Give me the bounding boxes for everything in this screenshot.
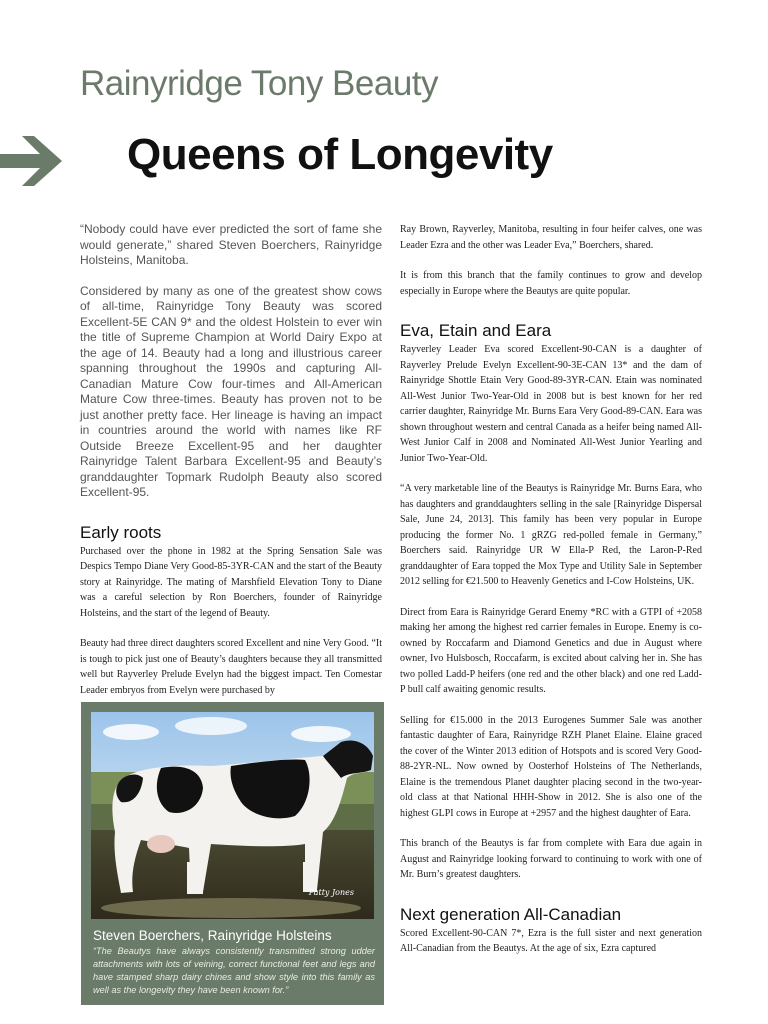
section-heading-early-roots: Early roots xyxy=(80,522,162,542)
section-heading-eva-etain-eara: Eva, Etain and Eara xyxy=(400,321,552,340)
body-paragraph: It is from this branch that the family continues to grow and develop especially in Europe where the Beautys are quite popular. xyxy=(400,270,702,297)
right-column xyxy=(400,222,702,972)
body-paragraph: This branch of the Beautys is far from complete with Eara due again in August and Rainyridge looking forward to continuing to work with one of Mr. Burn’s greatest daughters. xyxy=(400,838,702,880)
caption-quote: “The Beautys have always consistently transmitted strong udder attachments with lots of veining, correct functional feet and legs and have stamped sharp dairy chines and show style into this family as well as the longevity they have been known for.” xyxy=(93,946,375,995)
cow-photo xyxy=(91,712,374,919)
body-paragraph: Selling for €15.000 in the 2013 Eurogenes Summer Sale was another fantastic daughter of Eara, Rainyridge RZH Planet Elaine. Elaine graced the cover of the Winter 2013 edition of Hotspots and is scored Very Good-88-2YR-NL. Now owned by Oosterhof Holsteins of The Netherlands, Elaine is the tremendous Planet daughter placing second in the two-year-old class at that National HHH-Show in 2012. She is also one of the highest GLPI cows in Europe at +2957 and the highest daughter of Eara. xyxy=(400,714,702,819)
arrow-right-icon xyxy=(0,132,64,190)
body-paragraph: Rayverley Leader Eva scored Excellent-90-CAN is a daughter of Rayverley Prelude Evelyn Excellent-90-3E-CAN 13* and the dam of Rainyridge Shottle Etain Very Good-89-3YR-CAN. Etain was nominated All-West Junior Two-Year-Old in 2008 but is best known for her red carrier daughter, Rainyridge Mr. Burns Eara Very Good-89-CAN. Eara was shown throughout western and central Canada as a heifer being named All-West Junior Calf in 2008 and Nominated All-West Junior Yearling and Junior Two-Year-Old. xyxy=(400,344,702,464)
caption-name: Steven Boerchers, Rainyridge Holsteins xyxy=(93,928,332,943)
article-kicker: Rainyridge Tony Beauty xyxy=(80,64,439,103)
intro-paragraph: Considered by many as one of the greatest show cows of all-time, Rainyridge Tony Beauty was scored Excellent-5E CAN 9* and the oldest Holstein to ever win the title of Supreme Champion at World Dairy Expo at the age of 14. Beauty had a long and illustrious career spanning throughout the 1990s and capturing All-Canadian Mature Cow four-times and All-American Mature Cow three-times. Beauty has proven not to be just another pretty face. Her lineage is having an impact in countries around the world with names like RF Outside Breeze Excellent-95 and her daughter Rainyridge Talent Barbara Excellent-95 and Beauty’s granddaughter Topmark Rudolph Beauty also scored Excellent-95. xyxy=(80,283,382,499)
body-paragraph: “A very marketable line of the Beautys is Rainyridge Mr. Burns Eara, who has daughters and granddaughters selling in the sale [Rainyridge Dispersal Sale, June 24, 2013]. This family has been very popular in Europe producing the former No. 1 gRZG red-polled female in Germany,” Boerchers said. Rainyridge UR W Ella-P Red, the Laron-P-Red granddaughter of Eara topped the Mox Type and Utility Sale in September 2012 selling for €21.500 to Heavenly Genetics and I-Cow Holsteins, UK. xyxy=(400,483,702,587)
body-paragraph: Beauty had three direct daughters scored Excellent and nine Very Good. “It is tough to pick just one of Beauty’s daughters because they all transmitted well but Rayverley Prelude Evelyn had the biggest impact. Ten Comestar Leader embryos from Evelyn were purchased by xyxy=(80,638,382,696)
body-paragraph: Direct from Eara is Rainyridge Gerard Enemy *RC with a GTPI of +2058 making her among the highest red carrier females in Europe. Enemy is co-owned by Roccafarm and Diamond Genetics and due in August where owner, Ivo Hulsbosch, Roccafarm, is excited about calving her in. She has two polled Ladd-P heifers (one red and the other black) and one red Ladd-P bull calf awaiting genomic results. xyxy=(400,606,702,695)
body-paragraph: Purchased over the phone in 1982 at the Spring Sensation Sale was Despics Tempo Diane Very Good-85-3YR-CAN and the start of the Beauty story at Rainyridge. The mating of Marshfield Elevation Tony to Diane was a careful selection by Ron Boerchers, founder of Rainyridge Holsteins, and the start of the legend of Beauty. xyxy=(80,545,382,619)
photo-caption-box xyxy=(81,702,384,1005)
left-column xyxy=(80,222,382,713)
article-title: Queens of Longevity xyxy=(127,130,553,179)
body-paragraph: Ray Brown, Rayverley, Manitoba, resulting in four heifer calves, one was Leader Ezra and the other was Leader Eva,” Boerchers, shared. xyxy=(400,224,702,251)
body-paragraph: Scored Excellent-90-CAN 7*, Ezra is the full sister and next generation All-Canadian from the Beautys. At the age of six, Ezra captured xyxy=(400,927,702,954)
intro-paragraph: “Nobody could have ever predicted the sort of fame she would generate,” shared Steven Boerchers, Rainyridge Holsteins, Manitoba. xyxy=(80,222,382,267)
section-heading-next-generation: Next generation All-Canadian xyxy=(400,904,622,924)
photo-watermark: Patty Jones xyxy=(308,888,354,897)
